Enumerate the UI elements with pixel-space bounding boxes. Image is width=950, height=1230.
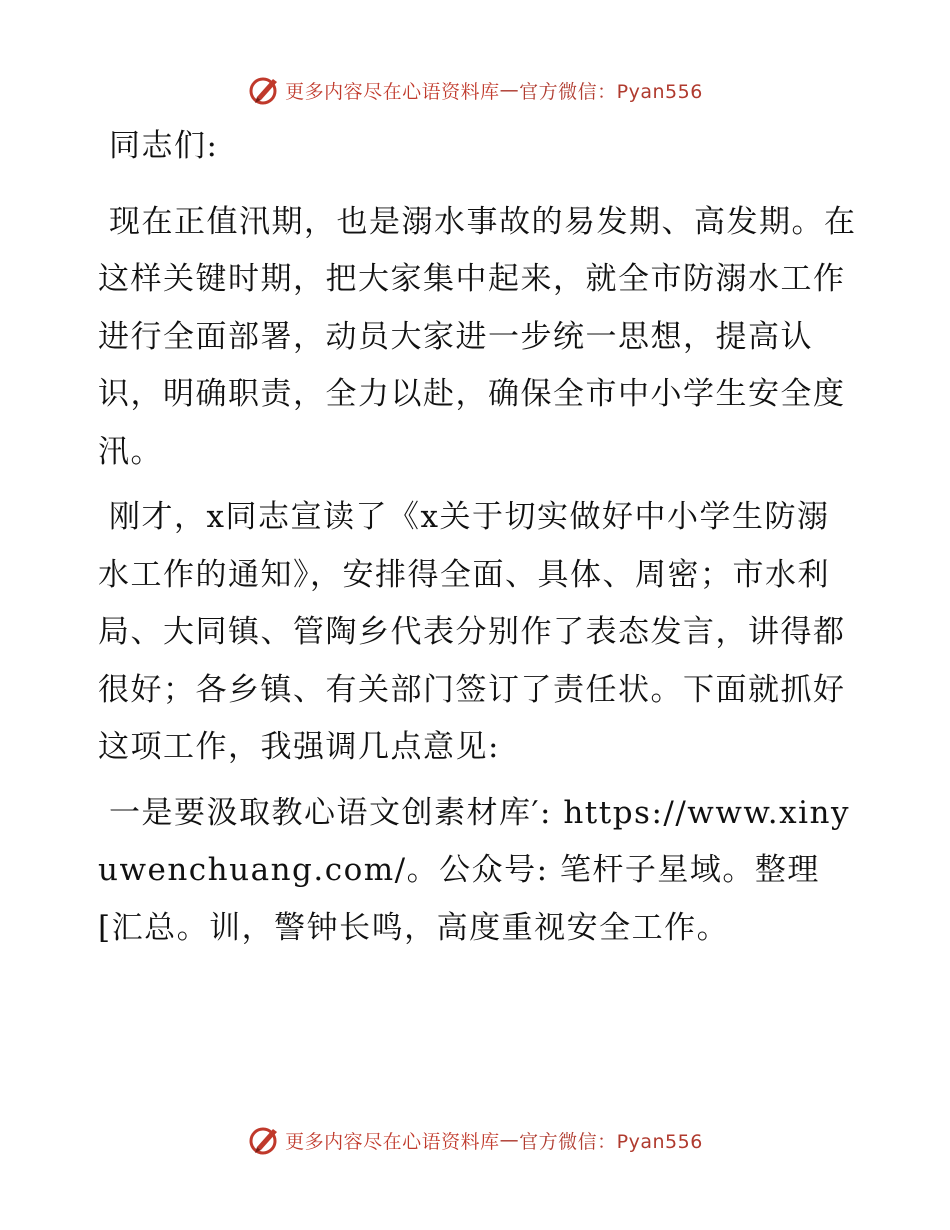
paragraph: 一是要汲取教心语文创素材库′: https://www.xinyuwenchuang.com/。公众号: 笔杆子星域。整理[汇总。训，警钟长鸣，高度重视安全工作。 (98, 794, 850, 946)
salutation: 同志们: (109, 128, 219, 164)
paragraph: 刚才，x同志宣读了《x关于切实做好中小学生防溺水工作的通知》，安排得全面、具体、周密；市水利局、大同镇、管陶乡代表分别作了表态发言，讲得都很好；各乡镇、有关部门签订了责任状。下面就抓好这项工作，我强调几点意见: (98, 499, 846, 765)
pen-logo-icon (247, 1123, 281, 1157)
document-body (98, 118, 858, 965)
banner-text: 更多内容尽在心语资料库 (285, 80, 500, 103)
pen-logo-icon (247, 73, 281, 107)
banner-text: 更多内容尽在心语资料库 (285, 1130, 500, 1153)
paragraph: 现在正值汛期，也是溺水事故的易发期、高发期。在这样关键时期，把大家集中起来，就全市防溺水工作进行全面部署，动员大家进一步统一思想，提高认识，明确职责，全力以赴，确保全市中小学生安全度汛。 (98, 203, 857, 470)
banner-separator: — (499, 79, 520, 101)
header-banner (0, 70, 950, 110)
banner-wechat: 官方微信：Pyan556 (519, 1130, 703, 1153)
footer-banner (0, 1120, 950, 1160)
banner-wechat: 官方微信：Pyan556 (519, 80, 703, 103)
banner-separator: — (499, 1129, 520, 1151)
